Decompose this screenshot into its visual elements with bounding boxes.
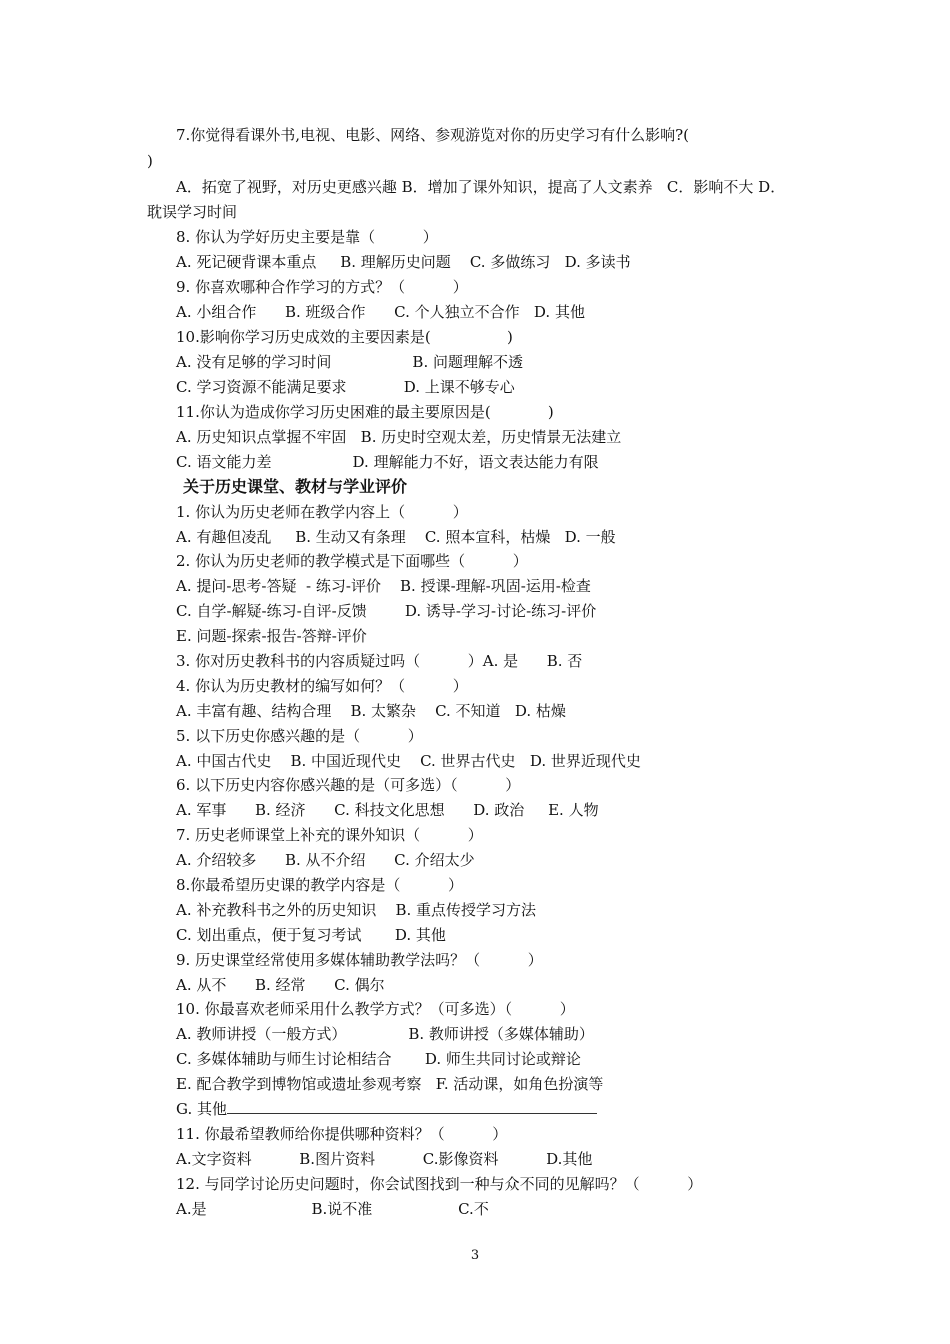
question-11-options-cd: C. 语文能力差 D. 理解能力不好，语文表达能力有限: [176, 453, 599, 471]
question-7-options-continued: 耽误学习时间: [147, 203, 238, 221]
question-9-options: A. 小组合作 B. 班级合作 C. 个人独立不合作 D. 其他: [176, 303, 585, 321]
question-2-options-e: E. 问题-探索-报告-答辩-评价: [176, 627, 367, 645]
question-5-classroom: 5. 以下历史你感兴趣的是（ ）: [176, 727, 423, 745]
question-5-options: A. 中国古代史 B. 中国近现代史 C. 世界古代史 D. 世界近现代史: [176, 752, 641, 770]
section-heading: 关于历史课堂、教材与学业评价: [183, 477, 408, 496]
question-10-options-cd-b: C. 多媒体辅助与师生讨论相结合 D. 师生共同讨论或辩论: [176, 1050, 581, 1068]
question-12-options: A.是 B.说不准 C.不: [176, 1200, 489, 1218]
question-11-classroom: 11. 你最希望教师给你提供哪种资料？（ ）: [176, 1125, 508, 1143]
question-8-options-ab: A. 补充教科书之外的历史知识 B. 重点传授学习方法: [176, 901, 537, 919]
question-2-options-cd: C. 自学-解疑-练习-自评-反馈 D. 诱导-学习-讨论-练习-评价: [176, 602, 597, 620]
question-4-classroom: 4. 你认为历史教材的编写如何？（ ）: [176, 677, 468, 695]
question-2-options-ab: A. 提问-思考-答疑 - 练习-评价 B. 授课-理解-巩固-运用-检查: [176, 577, 591, 595]
question-8-options-cd: C. 划出重点，便于复习考试 D. 其他: [176, 926, 446, 944]
question-11-options-ab: A. 历史知识点掌握不牢固 B. 历史时空观太差，历史情景无法建立: [176, 428, 622, 446]
question-6-classroom: 6. 以下历史内容你感兴趣的是（可多选）（ ）: [176, 776, 521, 794]
question-6-options: A. 军事 B. 经济 C. 科技文化思想 D. 政治 E. 人物: [176, 801, 599, 819]
question-10-options-cd: C. 学习资源不能满足要求 D. 上课不够专心: [176, 378, 515, 396]
question-10-option-g: [176, 1099, 597, 1119]
question-2-classroom: 2. 你认为历史老师的教学模式是下面哪些（ ）: [176, 552, 528, 570]
question-10-options-ab: A. 没有足够的学习时间 B. 问题理解不透: [176, 353, 523, 371]
question-1-options: A. 有趣但凌乱 B. 生动又有条理 C. 照本宣科，枯燥 D. 一般: [176, 528, 616, 546]
question-1-classroom: 1. 你认为历史老师在教学内容上（ ）: [176, 503, 468, 521]
question-9-classroom: 9. 历史课堂经常使用多媒体辅助教学法吗？（ ）: [176, 951, 543, 969]
question-11-options: A.文字资料 B.图片资料 C.影像资料 D.其他: [176, 1150, 593, 1168]
question-4-options: A. 丰富有趣、结构合理 B. 太繁杂 C. 不知道 D. 枯燥: [176, 702, 566, 720]
question-7-habits: 7.你觉得看课外书,电视、电影、网络、参观游览对你的历史学习有什么影响?(: [176, 126, 689, 144]
question-11-habits: 11.你认为造成你学习历史困难的最主要原因是( ): [176, 403, 554, 421]
question-7-habits-continued: ): [147, 152, 153, 170]
question-12-classroom: 12. 与同学讨论历史问题时，你会试图找到一种与众不同的见解吗？（ ）: [176, 1175, 703, 1193]
question-8-classroom: 8.你最希望历史课的教学内容是（ ）: [176, 876, 463, 894]
question-10-habits: 10.影响你学习历史成效的主要因素是( ): [176, 328, 513, 346]
question-9-habits: 9. 你喜欢哪种合作学习的方式？（ ）: [176, 278, 468, 296]
question-8-habits: 8. 你认为学好历史主要是靠（ ）: [176, 228, 438, 246]
question-7-options: A．拓宽了视野，对历史更感兴趣 B．增加了课外知识，提高了人文素养 C．影响不大 D．: [176, 178, 786, 196]
question-10-options-ab-b: A. 教师讲授（一般方式） B. 教师讲授（多媒体辅助）: [176, 1025, 594, 1043]
page-number: 3: [470, 1248, 480, 1263]
fill-in-blank: [227, 1099, 597, 1114]
question-8-options: A. 死记硬背课本重点 B. 理解历史问题 C. 多做练习 D. 多读书: [176, 253, 631, 271]
question-7-options-b: A. 介绍较多 B. 从不介绍 C. 介绍太少: [176, 851, 475, 869]
question-10-classroom: 10. 你最喜欢老师采用什么教学方式？（可多选）（ ）: [176, 1000, 575, 1018]
question-3-classroom: 3. 你对历史教科书的内容质疑过吗（ ）A. 是 B. 否: [176, 652, 583, 670]
question-7-classroom: 7. 历史老师课堂上补充的课外知识（ ）: [176, 826, 483, 844]
option-g-label: G. 其他: [176, 1100, 227, 1118]
question-9-options-b: A. 从不 B. 经常 C. 偶尔: [176, 976, 385, 994]
question-10-options-ef: E. 配合教学到博物馆或遗址参观考察 F. 活动课，如角色扮演等: [176, 1075, 604, 1093]
